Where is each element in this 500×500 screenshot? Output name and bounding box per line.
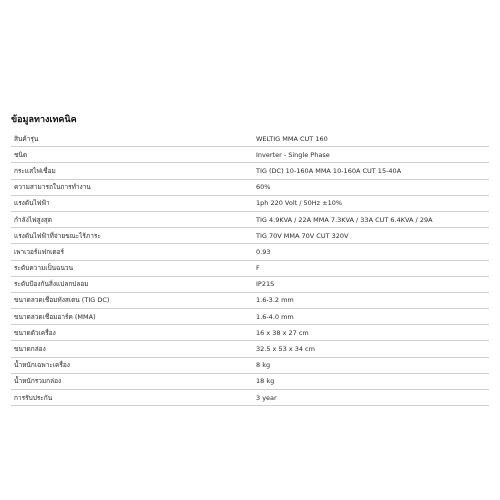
technical-spec-section (11, 112, 489, 406)
spec-label-insulation-class: ระดับความเป็นฉนวน (11, 260, 256, 276)
table-row (11, 292, 489, 308)
spec-label-net-weight: น้ำหนักเฉพาะเครื่อง (11, 357, 256, 373)
spec-value-welding-current: TIG (DC) 10-160A MMA 10-160A CUT 15-40A (256, 163, 489, 179)
spec-value-duty-cycle: 60% (256, 179, 489, 195)
spec-value-tungsten-size: 1.6-3.2 mm (256, 292, 489, 308)
section-title: ข้อมูลทางเทคนิค (11, 115, 77, 125)
spec-label-model: สินค้ารุ่น (11, 131, 256, 147)
spec-label-voltage: แรงดันไฟฟ้า (11, 195, 256, 211)
spec-value-no-load-voltage: TIG 70V MMA 70V CUT 320V (256, 228, 489, 244)
table-row (11, 163, 489, 179)
table-row (11, 260, 489, 276)
spec-label-tungsten-size: ขนาดลวดเชื่อมทังสเตน (TIG DC) (11, 292, 256, 308)
table-row (11, 211, 489, 227)
spec-value-gross-weight: 18 kg (256, 373, 489, 389)
spec-label-welding-current: กระแสไฟเชื่อม (11, 163, 256, 179)
spec-label-gross-weight: น้ำหนักรวมกล่อง (11, 373, 256, 389)
spec-value-insulation-class: F (256, 260, 489, 276)
table-row (11, 228, 489, 244)
spec-label-no-load-voltage: แรงดันไฟฟ้าที่จ่ายขณะไร้ภาระ (11, 228, 256, 244)
spec-value-protection-rating: IP21S (256, 276, 489, 292)
table-row (11, 341, 489, 357)
table-row (11, 195, 489, 211)
table-row (11, 390, 489, 406)
spec-value-electrode-size: 1.6-4.0 mm (256, 309, 489, 325)
table-row (11, 373, 489, 389)
spec-label-box-dimensions: ขนาดกล่อง (11, 341, 256, 357)
spec-label-machine-dimensions: ขนาดตัวเครื่อง (11, 325, 256, 341)
spec-value-box-dimensions: 32.5 x 53 x 34 cm (256, 341, 489, 357)
spec-value-machine-dimensions: 16 x 38 x 27 cm (256, 325, 489, 341)
table-row (11, 276, 489, 292)
spec-label-max-power: กำลังไฟสูงสุด (11, 211, 256, 227)
spec-value-voltage: 1ph 220 Volt / 50Hz ±10% (256, 195, 489, 211)
spec-value-warranty: 3 year (256, 390, 489, 406)
spec-value-net-weight: 8 kg (256, 357, 489, 373)
table-row (11, 325, 489, 341)
spec-label-electrode-size: ขนาดลวดเชื่อมอาร์ค (MMA) (11, 309, 256, 325)
spec-value-model: WELTIG MMA CUT 160 (256, 131, 489, 147)
table-row (11, 147, 489, 163)
spec-label-type: ชนิด (11, 147, 256, 163)
spec-value-max-power: TIG 4.9KVA / 22A MMA 7.3KVA / 33A CUT 6.4KVA / 29A (256, 211, 489, 227)
spec-value-power-factor: 0.93 (256, 244, 489, 260)
table-row (11, 309, 489, 325)
table-row (11, 357, 489, 373)
spec-label-power-factor: เพาเวอร์แฟกเตอร์ (11, 244, 256, 260)
table-row (11, 131, 489, 147)
spec-label-duty-cycle: ความสามารถในการทำงาน (11, 179, 256, 195)
spec-label-warranty: การรับประกัน (11, 390, 256, 406)
spec-value-type: Inverter - Single Phase (256, 147, 489, 163)
spec-label-protection-rating: ระดับป้องกันสิ่งแปลกปลอม (11, 276, 256, 292)
table-row (11, 179, 489, 195)
table-row (11, 244, 489, 260)
spec-table (11, 131, 489, 406)
